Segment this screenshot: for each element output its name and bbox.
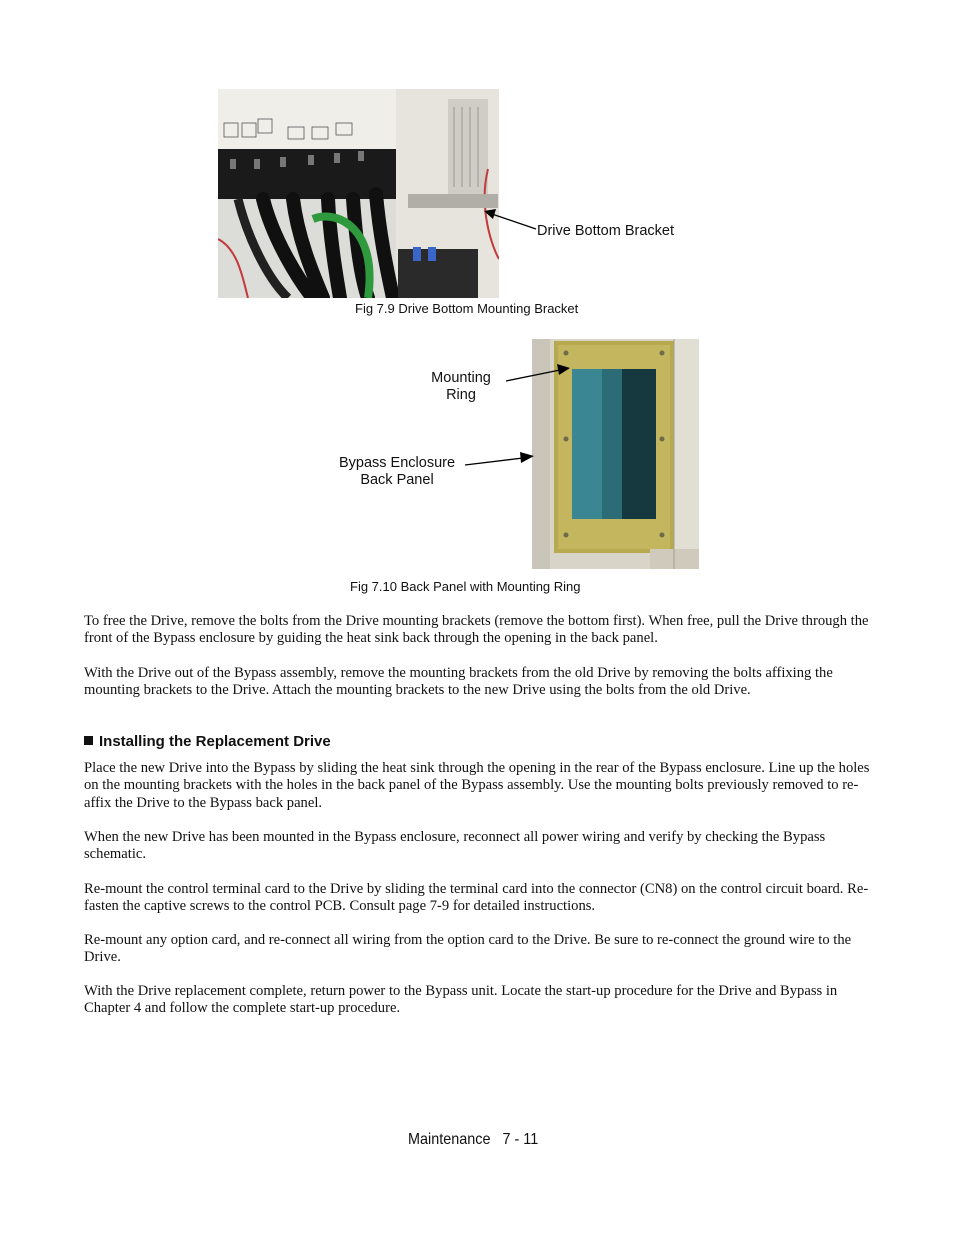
back-panel-label-line2: Back Panel bbox=[360, 472, 434, 488]
drive-bottom-bracket-photo bbox=[218, 89, 499, 298]
back-panel-label bbox=[330, 455, 464, 489]
paragraph-remount-option: Re-mount any option card, and re-connect all wiring from the option card to the Drive. Be sure to re-connect the ground wire to the Drive. bbox=[84, 932, 852, 966]
mounting-ring-label bbox=[420, 370, 502, 404]
page-footer: Maintenance 7 - 11 bbox=[408, 1131, 539, 1148]
back-panel-leader bbox=[463, 449, 539, 469]
paragraph-free-drive: To free the Drive, remove the bolts from the Drive mounting brackets (remove the bottom first). When free, pull the Drive through the front of the Bypass enclosure by guiding the heat sink back through the opening in the back panel. bbox=[84, 613, 869, 647]
mounting-ring-label-line1: Mounting bbox=[431, 370, 491, 386]
figure-7-10-caption: Fig 7.10 Back Panel with Mounting Ring bbox=[350, 579, 581, 594]
figure-7-9-caption: Fig 7.9 Drive Bottom Mounting Bracket bbox=[355, 301, 579, 316]
paragraph-remove-brackets: With the Drive out of the Bypass assembly, remove the mounting brackets from the old Drive by removing the bolts affixing the mounting brackets to the Drive. Attach the mounting brackets to the new Drive using the bolts from the old Drive. bbox=[84, 665, 833, 699]
section-heading-text: Installing the Replacement Drive bbox=[99, 733, 331, 750]
mounting-ring-label-line2: Ring bbox=[446, 387, 476, 403]
section-heading bbox=[84, 733, 331, 750]
paragraph-reconnect-wiring: When the new Drive has been mounted in the Bypass enclosure, reconnect all power wiring and verify by checking the Bypass schematic. bbox=[84, 829, 826, 863]
mounting-ring-leader bbox=[504, 362, 574, 386]
paragraph-remount-terminal: Re-mount the control terminal card to the Drive by sliding the terminal card into the connector (CN8) on the control circuit board. Re-fasten the captive screws to the control PCB. Consult page 7-9 for detailed instructions. bbox=[84, 881, 869, 915]
drive-bottom-bracket-label: Drive Bottom Bracket bbox=[537, 223, 674, 239]
paragraph-place-drive: Place the new Drive into the Bypass by sliding the heat sink through the opening in the rear of the Bypass enclosure. Line up the holes on the mounting brackets with the holes in the back panel of the Bypass assembly. Use the mounting bolts previously removed to re-affix the Drive to the Bypass back panel. bbox=[84, 760, 870, 811]
paragraph-return-power: With the Drive replacement complete, return power to the Bypass unit. Locate the start-up procedure for the Drive and Bypass in Chapter 4 and follow the complete start-up procedure. bbox=[84, 983, 838, 1017]
back-panel-label-line1: Bypass Enclosure bbox=[338, 455, 456, 471]
bullet-square-icon bbox=[84, 736, 93, 745]
drive-bottom-bracket-leader bbox=[480, 205, 540, 235]
